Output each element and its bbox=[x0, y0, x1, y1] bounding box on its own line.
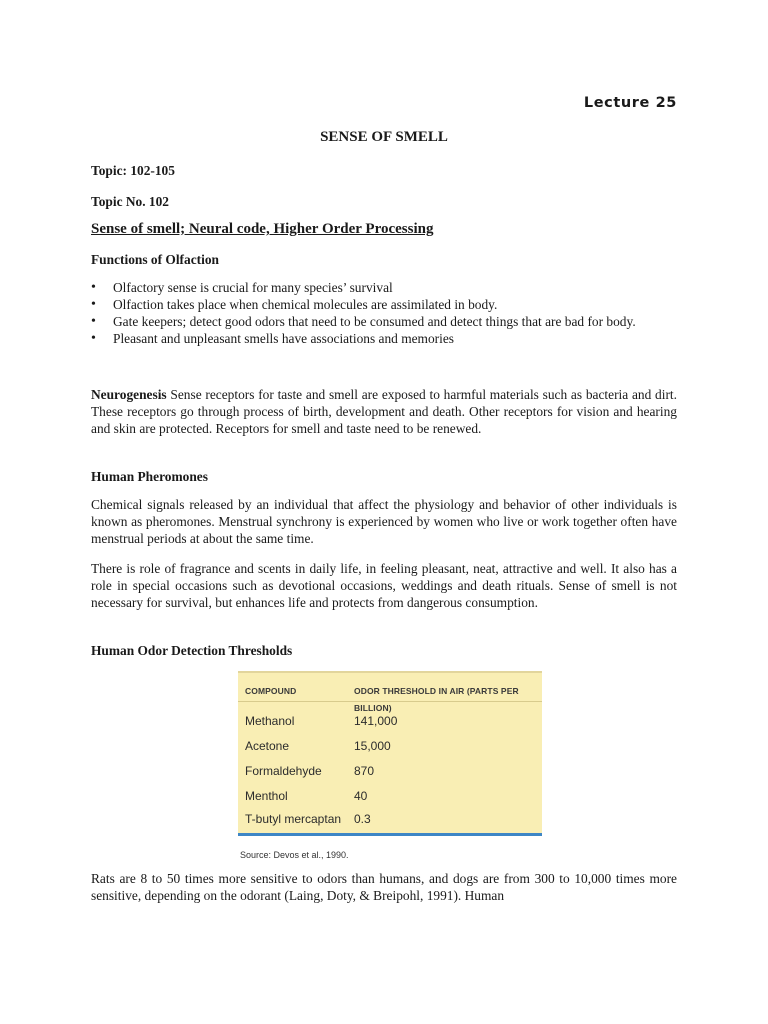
table-row bbox=[238, 709, 542, 734]
table-row bbox=[238, 759, 542, 784]
cell-compound: T-butyl mercaptan bbox=[245, 812, 342, 826]
topic-number: Topic No. 102 bbox=[91, 194, 170, 209]
closing-paragraph: Rats are 8 to 50 times more sensitive to odors than humans, and dogs are from 300 to 10,000 times more sensitive, depending on the odorant (Laing, Doty, & Breipohl, 1991). Human bbox=[91, 871, 677, 903]
thresholds-heading: Human Odor Detection Thresholds bbox=[91, 643, 293, 658]
functions-list bbox=[91, 279, 677, 347]
topic-range: Topic: 102-105 bbox=[91, 163, 175, 178]
pheromones-paragraph-1: Chemical signals released by an individual that affect the physiology and behavior of other individuals is known as pheromones. Menstrual synchrony is experienced by women who live or work together often have menstrual periods at about the same time. bbox=[91, 497, 677, 546]
list-item: • Pleasant and unpleasant smells have associations and memories bbox=[91, 330, 677, 347]
cell-threshold: 0.3 bbox=[354, 812, 371, 826]
lecture-number: Lecture 25 bbox=[583, 95, 677, 111]
list-item: • Olfactory sense is crucial for many species’ survival bbox=[91, 279, 677, 296]
list-item: • Gate keepers; detect good odors that need to be consumed and detect things that are bad for body. bbox=[91, 313, 677, 330]
neurogenesis-text: Sense receptors for taste and smell are exposed to harmful materials such as bacteria and dirt. These receptors go through process of birth, development and death. Other receptors for vision and hearing and skin are protected. Receptors for smell and taste need to be renewed. bbox=[91, 387, 677, 436]
neurogenesis-paragraph bbox=[91, 386, 677, 437]
cell-threshold: 141,000 bbox=[354, 714, 398, 728]
functions-heading: Functions of Olfaction bbox=[91, 252, 219, 267]
table-row bbox=[238, 784, 542, 809]
neurogenesis-term: Neurogenesis bbox=[91, 387, 167, 402]
section-heading: Sense of smell; Neural code, Higher Order Processing bbox=[91, 221, 434, 237]
page-title: SENSE OF SMELL bbox=[320, 129, 448, 145]
table-row bbox=[238, 734, 542, 759]
pheromones-heading: Human Pheromones bbox=[91, 469, 208, 484]
table-header-row bbox=[238, 673, 542, 713]
table-row bbox=[238, 807, 542, 832]
table-source: Source: Devos et al., 1990. bbox=[240, 850, 349, 860]
cell-threshold: 15,000 bbox=[354, 739, 391, 753]
list-item: • Olfaction takes place when chemical molecules are assimilated in body. bbox=[91, 296, 677, 313]
cell-compound: Formaldehyde bbox=[245, 764, 322, 778]
table-bottom-rule bbox=[238, 833, 542, 836]
cell-threshold: 40 bbox=[354, 789, 368, 803]
pheromones-paragraph-2: There is role of fragrance and scents in daily life, in feeling pleasant, neat, attractive and well. It also has a role in special occasions such as devotional occasions, weddings and death rituals. Sense of smell is not necessary for survival, but enhances life and protects from dangerous consumption. bbox=[91, 561, 677, 610]
cell-compound: Menthol bbox=[245, 789, 288, 803]
odor-threshold-table bbox=[238, 671, 542, 836]
cell-compound: Acetone bbox=[245, 739, 290, 753]
cell-threshold: 870 bbox=[354, 764, 375, 778]
column-header-compound: COMPOUND bbox=[245, 686, 297, 696]
column-header-threshold: ODOR THRESHOLD IN AIR (PARTS PER BILLION) bbox=[354, 686, 519, 713]
cell-compound: Methanol bbox=[245, 714, 295, 728]
